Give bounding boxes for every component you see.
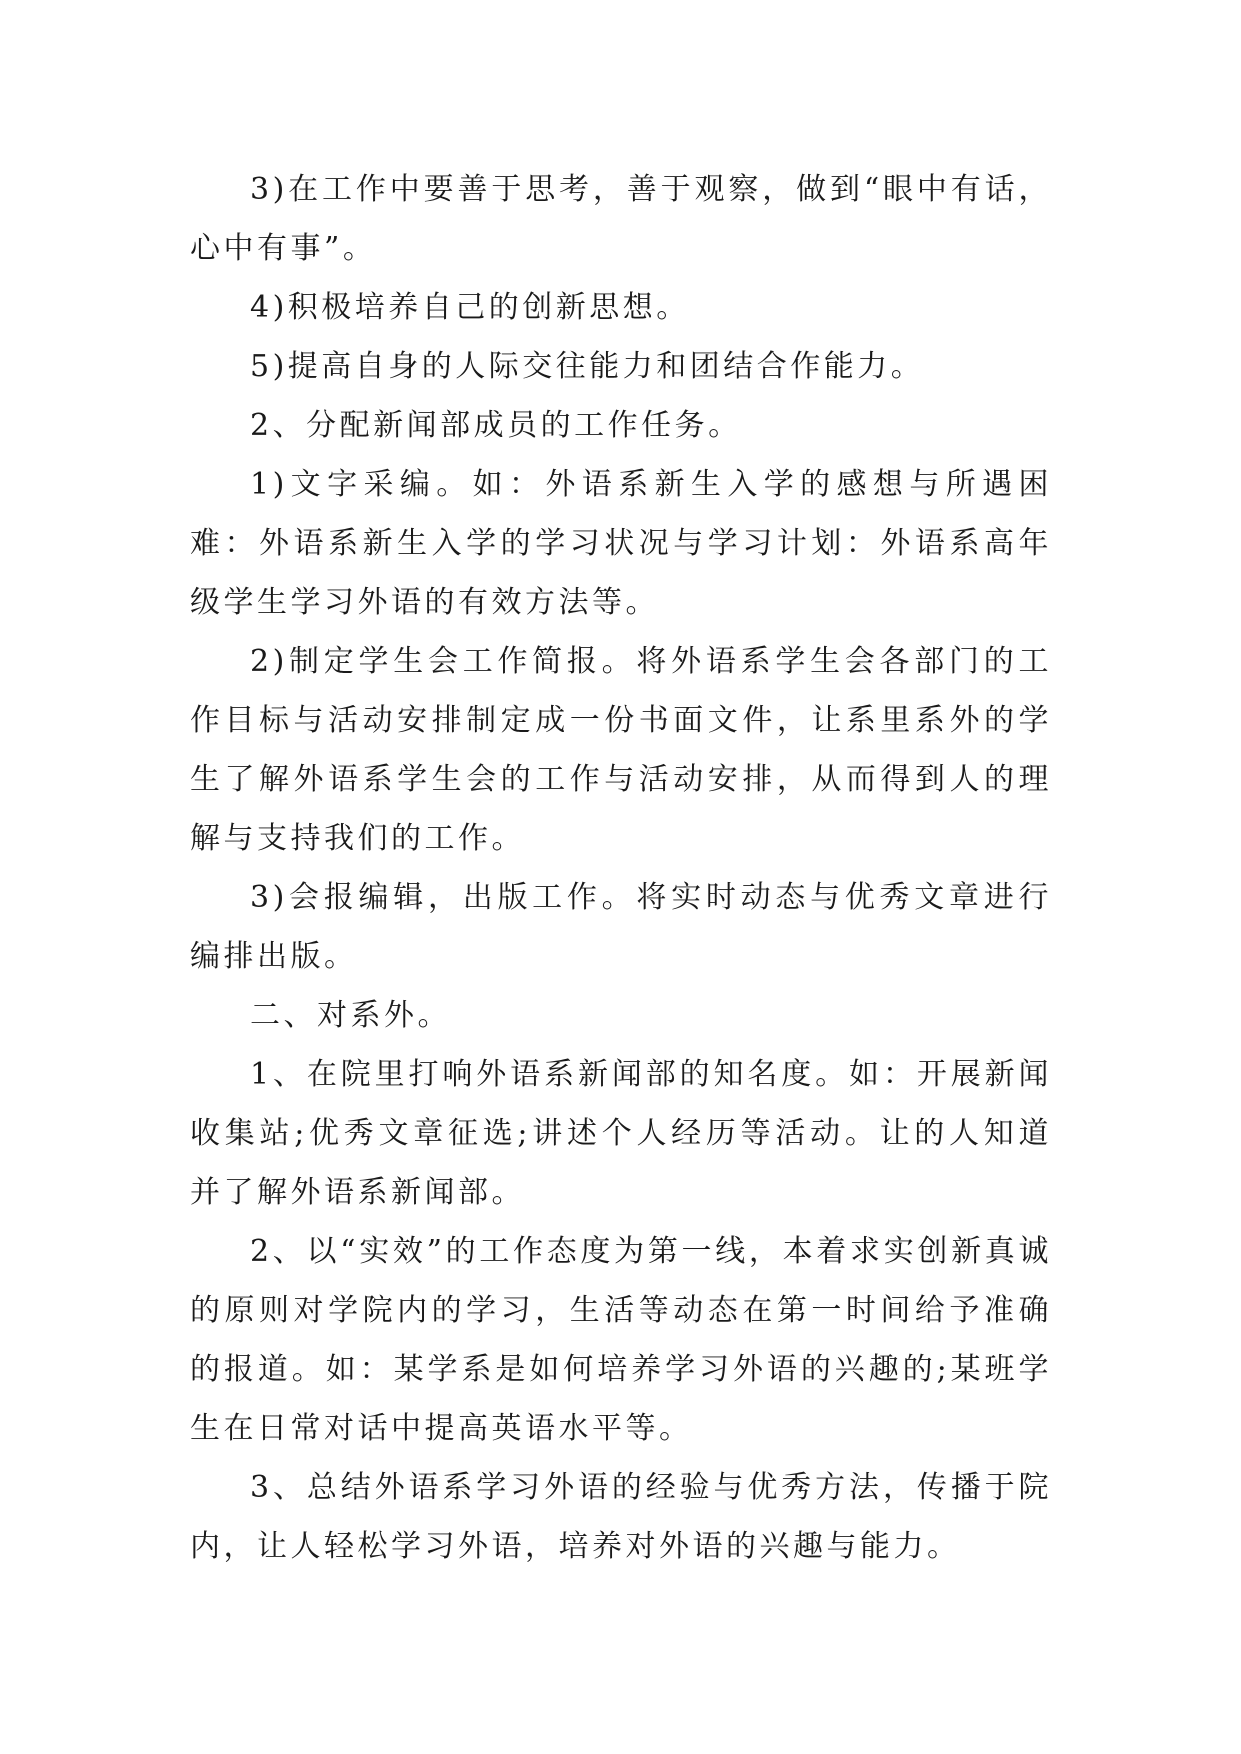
- paragraph-7: 3)会报编辑，出版工作。将实时动态与优秀文章进行编排出版。: [190, 880, 1052, 974]
- paragraph-4: 2、分配新闻部成员的工作任务。: [250, 408, 742, 443]
- paragraph-3: 5)提高自身的人际交往能力和团结合作能力。: [250, 349, 925, 384]
- paragraph-1: 3)在工作中要善于思考，善于观察，做到“眼中有话，心中有事”。: [190, 172, 1052, 266]
- document-body: [190, 160, 1052, 1576]
- paragraph-11: 3、总结外语系学习外语的经验与优秀方法，传播于院内，让人轻松学习外语，培养对外语的兴趣与能力。: [190, 1470, 1052, 1564]
- paragraph-6: 2)制定学生会工作简报。将外语系学生会各部门的工作目标与活动安排制定成一份书面文件，让系里系外的学生了解外语系学生会的工作与活动安排，从而得到人的理解与支持我们的工作。: [190, 644, 1052, 856]
- paragraph-2: 4)积极培养自己的创新思想。: [250, 290, 690, 325]
- paragraph-10: 2、以“实效”的工作态度为第一线，本着求实创新真诚的原则对学院内的学习，生活等动态在第一时间给予准确的报道。如：某学系是如何培养学习外语的兴趣的;某班学生在日常对话中提高英语水平等。: [190, 1234, 1052, 1446]
- paragraph-8: 二、对系外。: [250, 998, 451, 1033]
- paragraph-9: 1、在院里打响外语系新闻部的知名度。如：开展新闻收集站;优秀文章征选;讲述个人经历等活动。让的人知道并了解外语系新闻部。: [190, 1057, 1052, 1210]
- paragraph-5: 1)文字采编。如：外语系新生入学的感想与所遇困难：外语系新生入学的学习状况与学习计划：外语系高年级学生学习外语的有效方法等。: [190, 467, 1052, 620]
